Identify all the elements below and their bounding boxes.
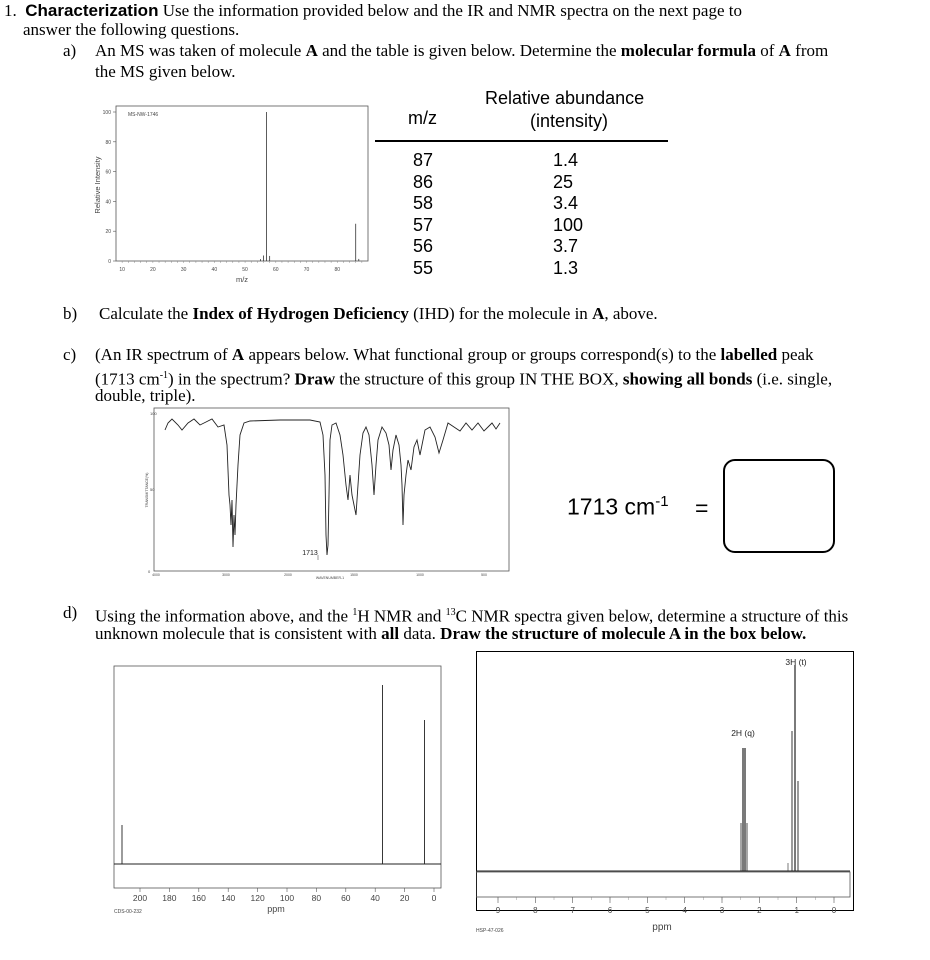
question-intro-1: Use the information provided below and the IR and NMR spectra on the next page to [158, 1, 742, 20]
c13-nmr-chart [100, 660, 460, 925]
h1-x-tick-label: 7 [570, 906, 575, 915]
ms-y-tick-label: 20 [105, 229, 111, 236]
ms-y-tick-label: 80 [105, 139, 111, 146]
ir-x-tick-label: 1000 [416, 573, 424, 577]
c13-x-tick-label: 180 [162, 893, 177, 903]
part-b-label: b) [63, 304, 78, 323]
part-a-text-seg: from [790, 41, 829, 60]
part-d-text-seg: H NMR and [357, 606, 446, 626]
ir-chart [140, 405, 510, 585]
part-b-molecule: A [592, 304, 605, 323]
part-d-text-seg: data. [399, 624, 441, 643]
part-a-text-seg: and the table is given below. Determine the [317, 41, 621, 60]
h1-x-label: ppm [652, 922, 672, 933]
c13-x-tick-label: 120 [250, 893, 265, 903]
ms-x-tick-label: 70 [303, 267, 310, 273]
ir-answer-equals: = [695, 495, 709, 521]
ms-table-mz: 56 [413, 236, 434, 256]
part-c-text-3: double, triple). [95, 386, 196, 405]
ir-x-tick-label: 1500 [350, 573, 358, 577]
c13-x-tick-label: 0 [431, 893, 437, 903]
ms-table [375, 88, 675, 288]
ir-answer-text: 1713 cm [567, 493, 656, 520]
ir-y-mid: 50 [150, 487, 155, 492]
c13-x-tick-label: 140 [221, 893, 236, 903]
c13-x-tick-label: 40 [370, 893, 380, 903]
c13-x-tick-label: 100 [279, 893, 295, 903]
c13-x-tick-label: 160 [191, 893, 206, 903]
h1-x-tick-label: 2 [757, 906, 762, 915]
part-c-text-seg: appears below. What functional group or groups correspond(s) to the [244, 345, 721, 364]
ms-x-tick-label: 10 [119, 267, 125, 273]
part-c-text-2 [95, 366, 915, 390]
ms-table-mz-col [413, 150, 433, 279]
ms-table-divider [375, 140, 668, 142]
part-b-text [99, 304, 658, 324]
ms-y-ticks [103, 110, 116, 265]
part-a-molecule: A [778, 41, 791, 60]
c13-x-tick-label: 80 [311, 893, 322, 903]
ms-table-abundance: 3.7 [553, 236, 579, 256]
h1-label-quartet: 2H (q) [731, 728, 755, 738]
ms-table-mz: 55 [413, 257, 434, 278]
ir-x-tick-label: 4000 [152, 573, 160, 577]
ir-chart-frame [154, 408, 509, 571]
question-intro-2: answer the following questions. [23, 20, 240, 39]
c13-code: CDS-00-232 [114, 909, 142, 915]
part-c-superscript: -1 [159, 370, 169, 381]
ir-peak-label: 1713 [302, 550, 318, 557]
part-b-text-seg: Calculate the [99, 304, 193, 323]
question-1-heading [4, 1, 924, 21]
part-c-text-seg: (i.e. single, [752, 369, 833, 389]
h1-nmr-chart [476, 651, 856, 941]
ir-y-bottom: 0 [148, 569, 151, 574]
ir-x-tick-label: 500 [481, 573, 487, 577]
part-d-text-seg: unknown molecule that is consistent with [95, 624, 382, 643]
h1-frame-strip [476, 872, 850, 897]
part-c-text-seg: (1713 cm [95, 369, 160, 389]
ms-table-header-intensity: (intensity) [530, 111, 609, 131]
h1-x-tick-label: 1 [794, 906, 799, 915]
c13-frame [114, 666, 441, 888]
part-d-superscript: 13 [445, 607, 456, 618]
ms-table-ab-col [553, 150, 583, 279]
ms-table-abundance: 3.4 [553, 193, 579, 213]
ms-x-tick-label: 50 [242, 267, 248, 273]
ir-answer-box[interactable] [723, 459, 835, 553]
part-d-superscript: 1 [352, 607, 358, 618]
part-a-text [95, 41, 915, 61]
part-a-label: a) [63, 41, 77, 60]
ms-x-ticks [119, 261, 361, 273]
part-c-text-seg: (An IR spectrum of [95, 345, 232, 364]
part-c-bold: showing all bonds [622, 369, 753, 389]
part-c-text-seg: the structure of this group IN THE BOX, [335, 369, 623, 389]
ms-table-header-mz: m/z [408, 108, 437, 128]
ms-table-abundance: 100 [553, 214, 584, 235]
ms-y-tick-label: 40 [105, 199, 111, 206]
ir-x-tick-label: 2000 [284, 573, 292, 577]
h1-x-ticks [496, 897, 837, 915]
ir-answer-label [567, 493, 669, 521]
ms-chart-code: MS-NW-1746 [128, 112, 159, 118]
ms-table-mz: 87 [413, 150, 434, 170]
part-b-text-seg: , above. [604, 304, 658, 323]
ms-x-tick-label: 30 [180, 267, 187, 273]
part-d-text-seg: C NMR spectra given below, determine a structure of this [455, 606, 849, 626]
c13-x-tick-label: 20 [399, 893, 410, 903]
ms-peaks [260, 112, 358, 261]
ms-table-header-abundance: Relative abundance [485, 88, 645, 108]
c13-x-label: ppm [267, 904, 285, 914]
part-c-molecule: A [231, 345, 245, 364]
part-a-molecule: A [305, 41, 318, 60]
ms-table-mz: 86 [413, 171, 434, 192]
part-d-label: d) [63, 603, 78, 622]
c13-x-tick-label: 200 [132, 893, 148, 903]
part-d-bold: all [381, 624, 400, 643]
ms-table-mz: 58 [413, 193, 434, 213]
ms-y-tick-label: 60 [105, 169, 111, 176]
c13-x-ticks [133, 888, 437, 903]
ms-table-abundance: 25 [553, 171, 574, 192]
h1-x-tick-label: 0 [831, 906, 837, 915]
ir-answer-superscript: -1 [655, 493, 669, 510]
ms-table-mz: 57 [413, 214, 434, 235]
part-a-text-2: the MS given below. [95, 62, 236, 81]
part-a-text-seg: An MS was taken of molecule [95, 41, 306, 60]
h1-x-tick-label: 6 [607, 906, 613, 915]
h1-label-triplet: 3H (t) [785, 657, 807, 667]
ms-x-tick-label: 20 [150, 267, 156, 273]
h1-x-tick-label: 5 [645, 906, 650, 915]
h1-code: HSP-47-026 [476, 928, 504, 934]
part-b-text-seg: (IHD) for the molecule in [408, 304, 593, 323]
h1-x-tick-label: 8 [533, 906, 538, 915]
ms-y-tick-label: 0 [108, 259, 111, 265]
ir-x-tick-label: 3000 [222, 573, 230, 577]
part-c-bold: labelled [720, 345, 778, 364]
part-d-bold: Draw the structure of molecule A in the box below. [440, 624, 807, 643]
ms-table-abundance: 1.4 [553, 150, 579, 170]
ir-spectrum-line [165, 419, 500, 555]
part-b-bold: Index of Hydrogen Deficiency [192, 304, 409, 323]
part-a-text-seg: of [755, 41, 779, 60]
question-number: 1. [4, 1, 17, 20]
h1-x-tick-label: 9 [495, 906, 501, 915]
c13-x-tick-label: 60 [341, 893, 351, 903]
part-d-text-2 [95, 624, 925, 644]
question-title: Characterization [25, 1, 159, 20]
part-c-text-seg: ) in the spectrum? [168, 369, 295, 389]
part-c-label: c) [63, 345, 77, 364]
part-c-text-1 [95, 345, 915, 365]
part-c-bold: Draw [294, 369, 336, 389]
ms-x-tick-label: 80 [334, 267, 341, 273]
part-d-text-seg: Using the information above, and the [95, 606, 353, 626]
ms-table-abundance: 1.3 [553, 257, 579, 278]
ms-y-label: Relative Intensity [93, 156, 102, 214]
h1-x-tick-label: 3 [719, 906, 725, 915]
h1-x-tick-label: 4 [682, 906, 687, 915]
ms-chart-frame [116, 106, 368, 261]
ms-x-label: m/z [235, 275, 249, 284]
ir-x-label: WAVENUMBER-1 [315, 576, 345, 580]
ms-chart [88, 100, 373, 290]
ms-x-tick-label: 60 [273, 267, 279, 273]
ir-y-top: 100 [150, 411, 157, 416]
ir-y-label: TRANSMITTANCE(%) [145, 472, 149, 508]
ms-x-tick-label: 40 [211, 267, 218, 273]
ms-y-tick-label: 100 [102, 110, 111, 116]
part-c-text-seg: peak [777, 345, 814, 364]
part-a-bold: molecular formula [620, 41, 756, 60]
